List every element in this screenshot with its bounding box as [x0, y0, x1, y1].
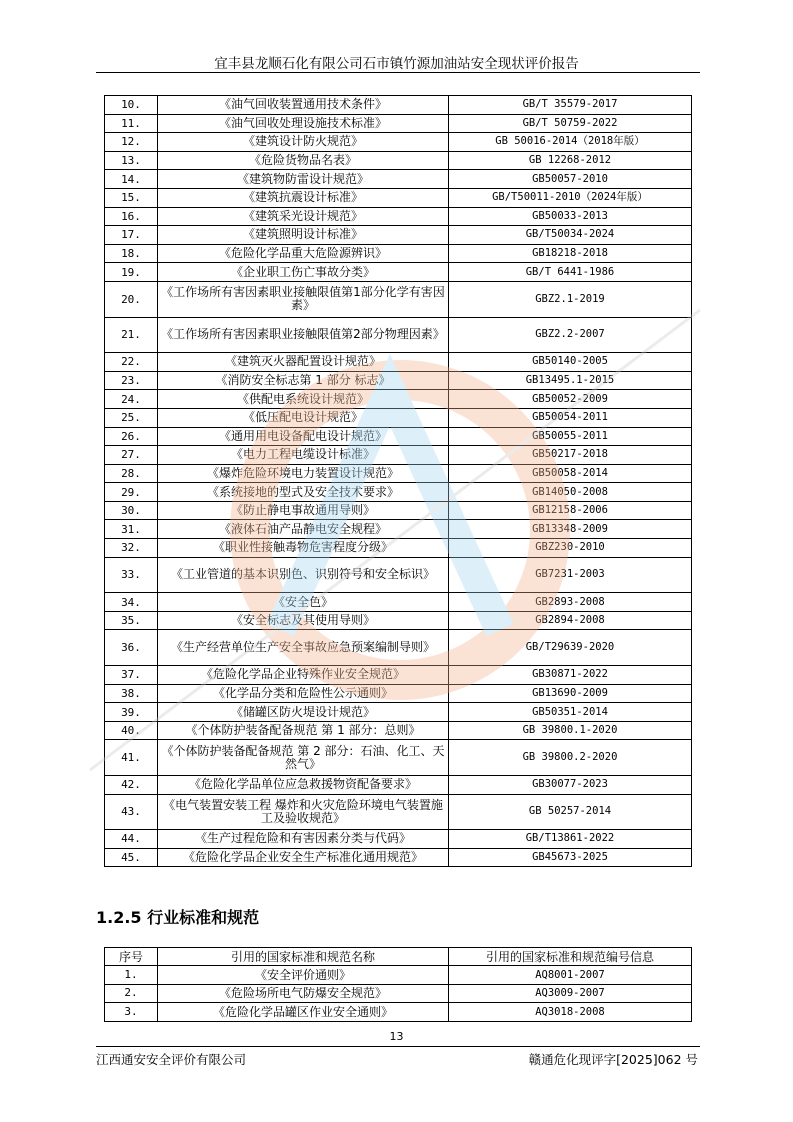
- table-row: [105, 226, 692, 245]
- cell-standard-name: 《危险场所电气防爆安全规范》: [158, 984, 449, 1002]
- cell-number: 21.: [105, 317, 158, 353]
- cell-number: 30.: [105, 501, 158, 520]
- cell-standard-name: 《建筑设计防火规范》: [158, 133, 449, 152]
- cell-standard-name: 《建筑抗震设计标准》: [158, 188, 449, 207]
- cell-number: 3.: [105, 1003, 158, 1021]
- cell-standard-name: 《建筑采光设计规范》: [158, 207, 449, 226]
- cell-standard-code: GB13690-2009: [449, 684, 692, 703]
- cell-number: 32.: [105, 539, 158, 558]
- cell-number: 36.: [105, 630, 158, 666]
- cell-number: 13.: [105, 151, 158, 170]
- cell-number: 18.: [105, 244, 158, 263]
- cell-standard-name: 《油气回收处理设施技术标准》: [158, 114, 449, 133]
- cell-standard-code: GB12158-2006: [449, 501, 692, 520]
- footer-company: 江西通安安全评价有限公司: [96, 1052, 247, 1067]
- cell-standard-name: 《低压配电设计规范》: [158, 408, 449, 427]
- cell-standard-name: 《工作场所有害因素职业接触限值第1部分化学有害因素》: [158, 281, 449, 317]
- cell-number: 23.: [105, 371, 158, 390]
- table-row: [105, 390, 692, 409]
- cell-standard-name: 《个体防护装备配备规范 第 2 部分：石油、化工、天然气》: [158, 740, 449, 776]
- cell-standard-code: GB50058-2014: [449, 464, 692, 483]
- cell-standard-name: 《生产过程危险和有害因素分类与代码》: [158, 830, 449, 849]
- cell-number: 25.: [105, 408, 158, 427]
- table-row: [105, 207, 692, 226]
- header-cell-no: 序号: [105, 948, 158, 966]
- cell-standard-name: 《通用用电设备配电设计规范》: [158, 427, 449, 446]
- cell-standard-code: GB45673-2025: [449, 848, 692, 867]
- cell-standard-name: 《建筑物防雷设计规范》: [158, 170, 449, 189]
- cell-standard-name: 《危险化学品重大危险源辨识》: [158, 244, 449, 263]
- cell-number: 39.: [105, 703, 158, 722]
- cell-number: 17.: [105, 226, 158, 245]
- table-row: [105, 371, 692, 390]
- cell-standard-code: GB 12268-2012: [449, 151, 692, 170]
- cell-standard-name: 《危险化学品罐区作业安全通则》: [158, 1003, 449, 1021]
- cell-standard-code: GBZ2.1-2019: [449, 281, 692, 317]
- table-row: [105, 794, 692, 830]
- cell-standard-name: 《个体防护装备配备规范 第 1 部分：总则》: [158, 721, 449, 740]
- cell-standard-code: GB/T29639-2020: [449, 630, 692, 666]
- cell-standard-code: GB2893-2008: [449, 593, 692, 612]
- cell-number: 41.: [105, 740, 158, 776]
- table-row: [105, 96, 692, 115]
- cell-standard-code: GB/T 6441-1986: [449, 263, 692, 282]
- table-row: [105, 966, 692, 984]
- footer-report-number: 赣通危化现评字[2025]062 号: [528, 1052, 698, 1067]
- cell-number: 29.: [105, 483, 158, 502]
- cell-standard-name: 《生产经营单位生产安全事故应急预案编制导则》: [158, 630, 449, 666]
- table-row: [105, 848, 692, 867]
- cell-standard-name: 《安全评价通则》: [158, 966, 449, 984]
- cell-standard-name: 《工作场所有害因素职业接触限值第2部分物理因素》: [158, 317, 449, 353]
- table-row: [105, 611, 692, 630]
- table-row: [105, 630, 692, 666]
- cell-standard-name: 《供配电系统设计规范》: [158, 390, 449, 409]
- cell-number: 2.: [105, 984, 158, 1002]
- cell-standard-code: GB50052-2009: [449, 390, 692, 409]
- cell-number: 26.: [105, 427, 158, 446]
- cell-number: 35.: [105, 611, 158, 630]
- cell-number: 31.: [105, 520, 158, 539]
- cell-standard-code: GB/T13861-2022: [449, 830, 692, 849]
- cell-number: 27.: [105, 446, 158, 465]
- cell-standard-name: 《电力工程电缆设计标准》: [158, 446, 449, 465]
- cell-number: 28.: [105, 464, 158, 483]
- cell-number: 11.: [105, 114, 158, 133]
- cell-standard-code: GB50140-2005: [449, 353, 692, 372]
- section-heading: 1.2.5 行业标准和规范: [96, 908, 260, 927]
- cell-standard-code: GBZ2.2-2007: [449, 317, 692, 353]
- cell-standard-name: 《建筑照明设计标准》: [158, 226, 449, 245]
- cell-number: 15.: [105, 188, 158, 207]
- cell-standard-code: GB13348-2009: [449, 520, 692, 539]
- cell-standard-name: 《液体石油产品静电安全规程》: [158, 520, 449, 539]
- cell-number: 22.: [105, 353, 158, 372]
- cell-standard-name: 《储罐区防火堤设计规范》: [158, 703, 449, 722]
- cell-standard-code: GB/T 35579-2017: [449, 96, 692, 115]
- table-row: [105, 1003, 692, 1021]
- cell-standard-name: 《电气装置安装工程 爆炸和火灾危险环境电气装置施工及验收规范》: [158, 794, 449, 830]
- table-row: [105, 684, 692, 703]
- cell-standard-code: GB 39800.2-2020: [449, 740, 692, 776]
- cell-standard-code: GB 50016-2014（2018年版）: [449, 133, 692, 152]
- page-header-title: 宜丰县龙顺石化有限公司石市镇竹源加油站安全现状评价报告: [214, 56, 579, 72]
- cell-standard-code: GB/T50011-2010（2024年版）: [449, 188, 692, 207]
- cell-standard-name: 《工业管道的基本识别色、识别符号和安全标识》: [158, 557, 449, 593]
- table-row: [105, 539, 692, 558]
- table-row: [105, 501, 692, 520]
- cell-standard-code: GB50033-2013: [449, 207, 692, 226]
- cell-standard-code: GBZ230-2010: [449, 539, 692, 558]
- cell-standard-name: 《职业性接触毒物危害程度分级》: [158, 539, 449, 558]
- cell-number: 40.: [105, 721, 158, 740]
- cell-standard-name: 《危险化学品企业安全生产标准化通用规范》: [158, 848, 449, 867]
- table-row: [105, 188, 692, 207]
- cell-standard-name: 《防止静电事故通用导则》: [158, 501, 449, 520]
- cell-number: 37.: [105, 666, 158, 685]
- cell-standard-code: GB/T 50759-2022: [449, 114, 692, 133]
- table-row: [105, 557, 692, 593]
- table-row: [105, 408, 692, 427]
- cell-number: 33.: [105, 557, 158, 593]
- cell-standard-code: GB 39800.1-2020: [449, 721, 692, 740]
- cell-standard-code: AQ8001-2007: [449, 966, 692, 984]
- cell-standard-code: GB50057-2010: [449, 170, 692, 189]
- cell-standard-name: 《爆炸危险环境电力装置设计规范》: [158, 464, 449, 483]
- table-row: [105, 721, 692, 740]
- cell-standard-code: GB2894-2008: [449, 611, 692, 630]
- cell-number: 24.: [105, 390, 158, 409]
- cell-standard-name: 《安全色》: [158, 593, 449, 612]
- cell-standard-code: AQ3018-2008: [449, 1003, 692, 1021]
- table-row: [105, 353, 692, 372]
- table-row: [105, 464, 692, 483]
- cell-number: 20.: [105, 281, 158, 317]
- cell-number: 1.: [105, 966, 158, 984]
- table-row: [105, 776, 692, 795]
- cell-number: 44.: [105, 830, 158, 849]
- cell-number: 16.: [105, 207, 158, 226]
- table-row: [105, 281, 692, 317]
- table-row: [105, 317, 692, 353]
- table-row: [105, 703, 692, 722]
- table-row: [105, 170, 692, 189]
- cell-standard-code: GB18218-2018: [449, 244, 692, 263]
- table-row: [105, 483, 692, 502]
- cell-standard-name: 《系统接地的型式及安全技术要求》: [158, 483, 449, 502]
- table-row: [105, 244, 692, 263]
- cell-number: 12.: [105, 133, 158, 152]
- header-rule: [96, 72, 700, 73]
- header-cell-name: 引用的国家标准和规范名称: [158, 948, 449, 966]
- cell-standard-code: GB 50257-2014: [449, 794, 692, 830]
- cell-standard-name: 《安全标志及其使用导则》: [158, 611, 449, 630]
- cell-standard-code: GB7231-2003: [449, 557, 692, 593]
- cell-standard-name: 《消防安全标志第 1 部分 标志》: [158, 371, 449, 390]
- cell-standard-name: 《企业职工伤亡事故分类》: [158, 263, 449, 282]
- cell-standard-code: GB13495.1-2015: [449, 371, 692, 390]
- table-row: [105, 520, 692, 539]
- table-row: [105, 151, 692, 170]
- table-header-row: [105, 948, 692, 966]
- cell-number: 38.: [105, 684, 158, 703]
- table-row: [105, 984, 692, 1002]
- industry-standards-table: [104, 947, 692, 1022]
- table-row: [105, 593, 692, 612]
- table-row: [105, 114, 692, 133]
- footer-rule: [96, 1046, 700, 1047]
- cell-number: 10.: [105, 96, 158, 115]
- cell-number: 45.: [105, 848, 158, 867]
- table-row: [105, 830, 692, 849]
- cell-standard-name: 《危险化学品企业特殊作业安全规范》: [158, 666, 449, 685]
- table-row: [105, 133, 692, 152]
- table-row: [105, 427, 692, 446]
- cell-standard-code: AQ3009-2007: [449, 984, 692, 1002]
- cell-standard-code: GB14050-2008: [449, 483, 692, 502]
- cell-standard-name: 《危险化学品单位应急救援物资配备要求》: [158, 776, 449, 795]
- header-cell-code: 引用的国家标准和规范编号信息: [449, 948, 692, 966]
- cell-number: 34.: [105, 593, 158, 612]
- cell-standard-code: GB50055-2011: [449, 427, 692, 446]
- cell-standard-name: 《化学品分类和危险性公示通则》: [158, 684, 449, 703]
- cell-number: 14.: [105, 170, 158, 189]
- cell-standard-name: 《危险货物品名表》: [158, 151, 449, 170]
- cell-number: 42.: [105, 776, 158, 795]
- table-row: [105, 666, 692, 685]
- cell-standard-name: 《油气回收装置通用技术条件》: [158, 96, 449, 115]
- table-row: [105, 740, 692, 776]
- cell-standard-code: GB30871-2022: [449, 666, 692, 685]
- cell-standard-code: GB50351-2014: [449, 703, 692, 722]
- cell-standard-code: GB50217-2018: [449, 446, 692, 465]
- national-standards-table: [104, 95, 692, 867]
- cell-number: 19.: [105, 263, 158, 282]
- page-number: 13: [389, 1030, 404, 1043]
- cell-number: 43.: [105, 794, 158, 830]
- cell-standard-code: GB50054-2011: [449, 408, 692, 427]
- cell-standard-name: 《建筑灭火器配置设计规范》: [158, 353, 449, 372]
- cell-standard-code: GB/T50034-2024: [449, 226, 692, 245]
- table-row: [105, 263, 692, 282]
- cell-standard-code: GB30077-2023: [449, 776, 692, 795]
- table-row: [105, 446, 692, 465]
